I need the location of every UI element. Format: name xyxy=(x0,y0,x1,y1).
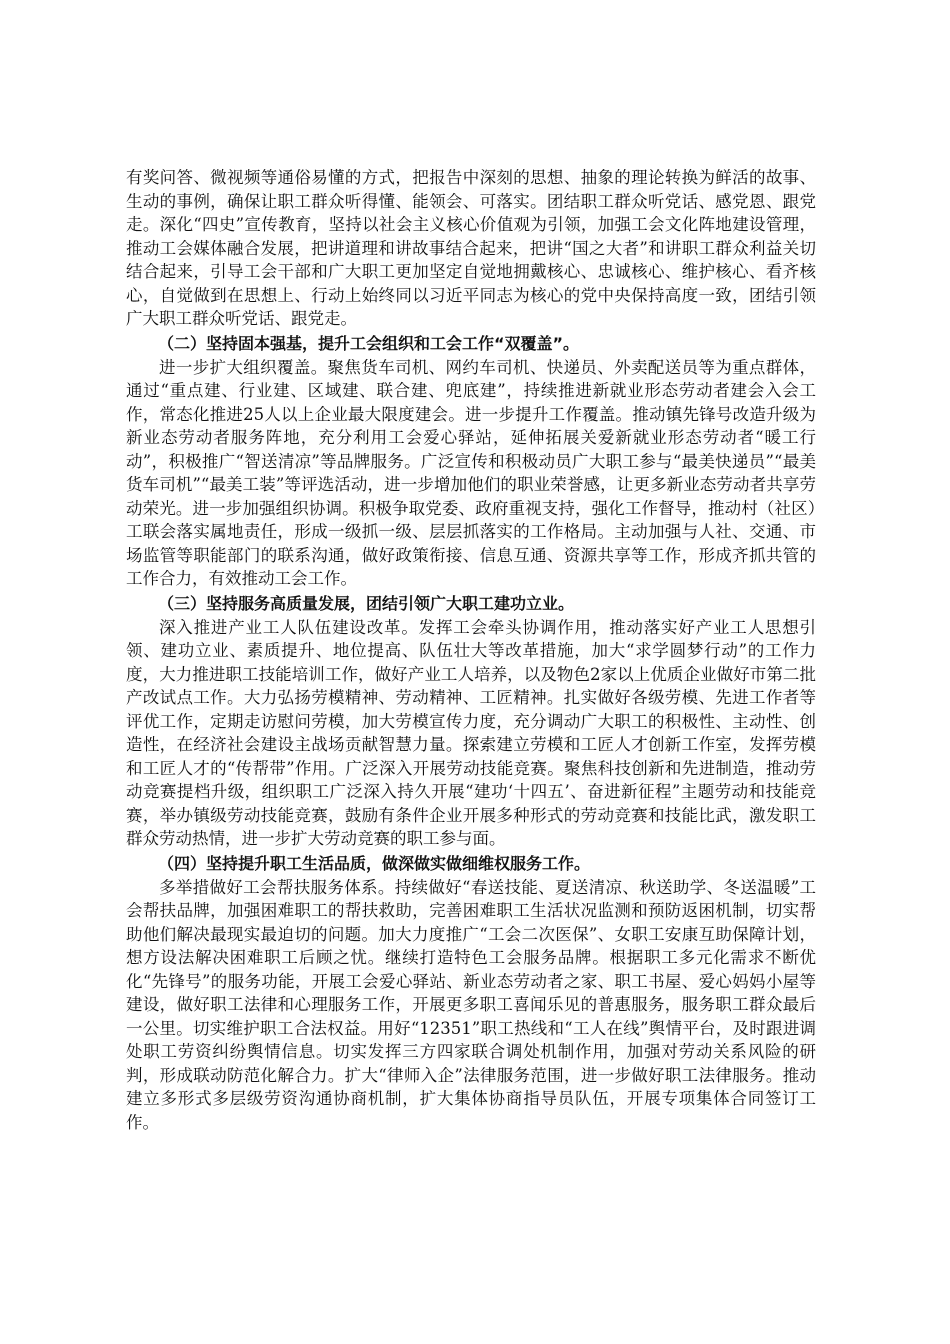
section-heading-2: （二）坚持固本强基，提升工会组织和工会工作“双覆盖”。 xyxy=(158,333,580,353)
intro-paragraph: 有奖问答、微视频等通俗易懂的方式，把报告中深刻的思想、抽象的理论转换为鲜活的故事、生动的事例，确保让职工群众听得懂、能领会、可落实。团结职工群众听党话、感党恩、跟党走。深化“四史”宣传教育，坚持以社会主义核心价值观为引领，加强工会文化阵地建设管理，推动工会媒体融合发展，把讲道理和讲故事结合起来，把讲“国之大者”和讲职工群众利益关切结合起来，引导工会干部和广大职工更加坚定自觉地拥戴核心、忠诚核心、维护核心、看齐核心，自觉做到在思想上、行动上始终同以习近平同志为核心的党中央保持高度一致，团结引领广大职工群众听党话、跟党走。 xyxy=(126,168,816,328)
section-heading-3: （三）坚持服务高质量发展，团结引领广大职工建功立业。 xyxy=(158,593,575,613)
section-body-2: 进一步扩大组织覆盖。聚焦货车司机、网约车司机、快递员、外卖配送员等为重点群体，通过“重点建、行业建、区域建、联合建、兜底建”，持续推进新就业形态劳动者建会入会工作，常态化推进25人以上企业最大限度建会。进一步提升工作覆盖。推动镇先锋号改造升级为新业态劳动者服务阵地，充分利用工会爱心驿站，延伸拓展关爱新就业形态劳动者“暖工行动”，积极推广“智送清凉”等品牌服务。广泛宣传和积极动员广大职工参与“最美快递员”“最美货车司机”“最美工装”等评选活动，进一步增加他们的职业荣誉感，让更多新业态劳动者共享劳动荣光。进一步加强组织协调。积极争取党委、政府重视支持，强化工作督导，推动村（社区）工联会落实属地责任，形成一级抓一级、层层抓落实的工作格局。主动加强与人社、交通、市场监管等职能部门的联系沟通，做好政策衔接、信息互通、资源共享等工作，形成齐抓共管的工作合力，有效推动工会工作。 xyxy=(126,357,816,588)
document-page xyxy=(126,166,816,1134)
section-body-4: 多举措做好工会帮扶服务体系。持续做好“春送技能、夏送清凉、秋送助学、冬送温暖”工会帮扶品牌，加强困难职工的帮扶救助，完善困难职工生活状况监测和预防返困机制，切实帮助他们解决最现实最迫切的问题。加大力度推广“工会二次医保”、女职工安康互助保障计划，想方设法解决困难职工后顾之忧。继续打造特色工会服务品牌。根据职工多元化需求不断优化“先锋号”的服务功能，开展工会爱心驿站、新业态劳动者之家、职工书屋、爱心妈妈小屋等建设，做好职工法律和心理服务工作，开展更多职工喜闻乐见的普惠服务，服务职工群众最后一公里。切实维护职工合法权益。用好“12351”职工热线和“工人在线”舆情平台，及时跟进调处职工劳资纠纷舆情信息。切实发挥三方四家联合调处机制作用，加强对劳动关系风险的研判，形成联动防范化解合力。扩大“律师入企”法律服务范围，进一步做好职工法律服务。推动建立多形式多层级劳资沟通协商机制，扩大集体协商指导员队伍，开展专项集体合同签订工作。 xyxy=(126,877,816,1132)
section-heading-4: （四）坚持提升职工生活品质，做深做实做细维权服务工作。 xyxy=(158,853,591,873)
section-body-3: 深入推进产业工人队伍建设改革。发挥工会牵头协调作用，推动落实好产业工人思想引领、建功立业、素质提升、地位提高、队伍壮大等改革措施，加大“求学圆梦行动”的工作力度，大力推进职工技能培训工作，做好产业工人培养，以及物色2家以上优质企业做好市第二批产改试点工作。大力弘扬劳模精神、劳动精神、工匠精神。扎实做好各级劳模、先进工作者等评优工作，定期走访慰问劳模，加大劳模宣传力度，充分调动广大职工的积极性、主动性、创造性，在经济社会建设主战场贡献智慧力量。探索建立劳模和工匠人才创新工作室，发挥劳模和工匠人才的“传帮带”作用。广泛深入开展劳动技能竞赛。聚焦科技创新和先进制造，推动劳动竞赛提档升级，组织职工广泛深入持久开展“建功‘十四五’、奋进新征程”主题劳动和技能竞赛，举办镇级劳动技能竞赛，鼓励有条件企业开展多种形式的劳动竞赛和技能比武，激发职工群众劳动热情，进一步扩大劳动竞赛的职工参与面。 xyxy=(126,617,816,848)
